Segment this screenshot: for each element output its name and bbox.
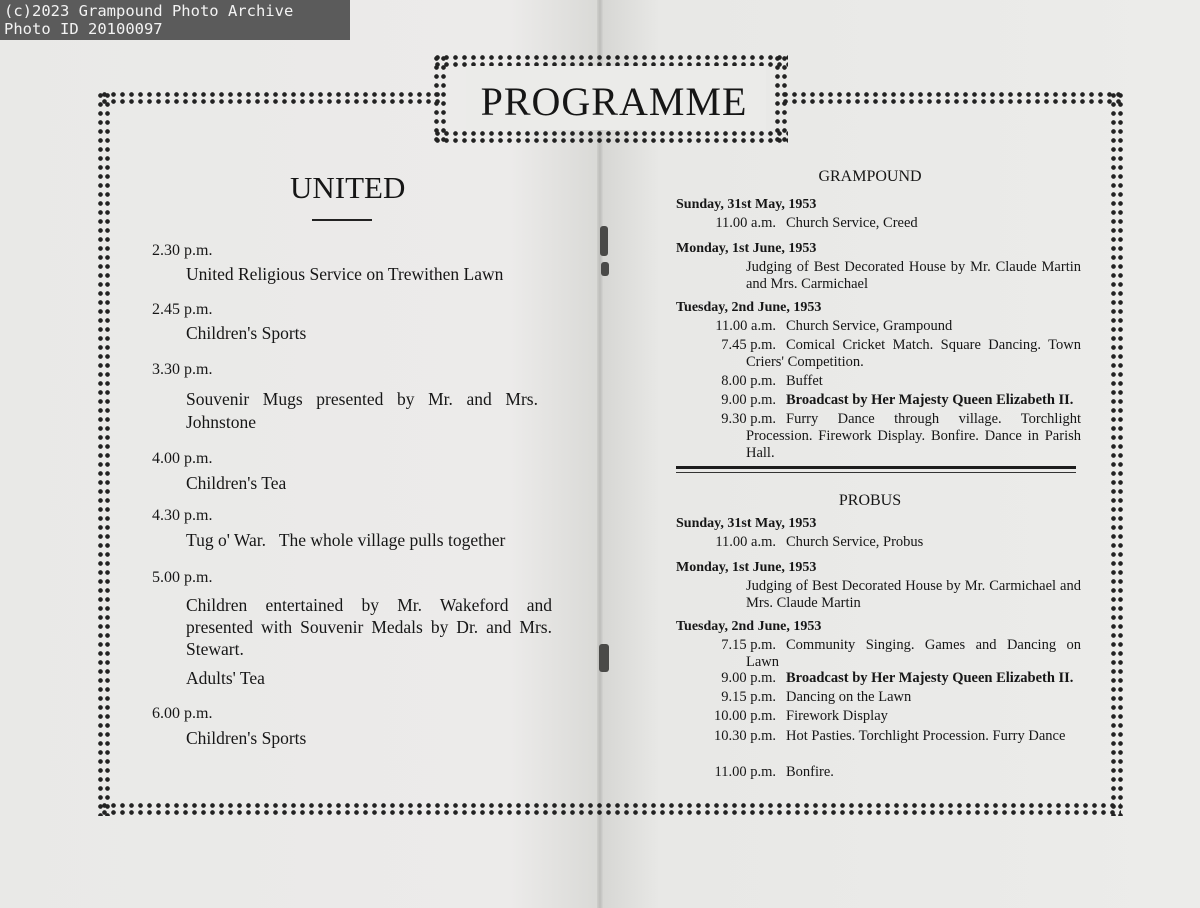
event-time: 9.00 p.m. (721, 670, 776, 686)
event-time: 9.15 p.m. (721, 689, 776, 705)
probus-date: Tuesday, 2nd June, 1953 (676, 619, 822, 634)
watermark-line-2: Photo ID 20100097 (4, 20, 163, 38)
grampound-date: Monday, 1st June, 1953 (676, 241, 817, 256)
event-time: 9.30 p.m. (721, 411, 776, 427)
staple (600, 226, 608, 256)
event-desc: Broadcast by Her Majesty Queen Elizabeth II. (786, 670, 1074, 686)
united-desc: Children's Sports (186, 728, 307, 748)
event-time: 9.00 p.m. (721, 392, 776, 408)
united-time: 4.00 p.m. (152, 450, 213, 467)
border-right (1110, 91, 1124, 816)
grampound-date: Tuesday, 2nd June, 1953 (676, 300, 822, 315)
event-time: 11.00 a.m. (715, 215, 776, 231)
staple (599, 644, 609, 672)
probus-note: Judging of Best Decorated House by Mr. Carmichael and Mrs. Claude Martin (746, 578, 1081, 611)
united-time: 3.30 p.m. (152, 361, 213, 378)
section-divider (676, 466, 1076, 469)
event-desc: Community Singing. Games and Dancing on Lawn (746, 637, 1081, 670)
event-desc: Church Service, Creed (786, 215, 918, 231)
united-time: 2.45 p.m. (152, 301, 213, 318)
event-desc: Buffet (786, 373, 823, 389)
event-time: 11.00 p.m. (714, 764, 776, 780)
border-top-left (100, 91, 440, 105)
event-desc: Comical Cricket Match. Square Dancing. Town Criers' Competition. (746, 337, 1081, 370)
event-time: 10.00 p.m. (713, 708, 776, 724)
event-time: 7.45 p.m. (721, 337, 776, 353)
united-time: 2.30 p.m. (152, 242, 213, 259)
grampound-date: Sunday, 31st May, 1953 (676, 197, 817, 212)
event-desc: Broadcast by Her Majesty Queen Elizabeth II. (786, 392, 1074, 408)
united-desc: Souvenir Mugs presented by Mr. and Mrs. Johnstone (186, 389, 538, 432)
border-bottom (100, 802, 1121, 816)
watermark (0, 0, 350, 40)
event-desc: Furry Dance through village. Torchlight Procession. Firework Display. Bonfire. Dance in Parish Hall. (746, 411, 1081, 461)
event-desc: Church Service, Probus (786, 534, 924, 550)
border-left (97, 91, 111, 816)
event-time: 7.15 p.m. (721, 637, 776, 653)
page-title: PROGRAMME (480, 79, 748, 124)
event-time: 11.00 a.m. (715, 534, 776, 550)
probus-heading: PROBUS (838, 492, 902, 509)
probus-date: Monday, 1st June, 1953 (676, 560, 817, 575)
section-divider (676, 472, 1076, 473)
grampound-note: Judging of Best Decorated House by Mr. Claude Martin and Mrs. Carmichael (746, 259, 1081, 292)
event-desc: Dancing on the Lawn (786, 689, 912, 705)
united-underline (312, 219, 372, 221)
watermark-line-1: (c)2023 Grampound Photo Archive (4, 2, 294, 20)
event-desc: Hot Pasties. Torchlight Procession. Furry Dance (786, 728, 1066, 744)
staple (601, 262, 609, 276)
united-time: 5.00 p.m. (152, 569, 213, 586)
united-desc: Children's Sports (186, 323, 307, 343)
united-desc: Tug o' War. The whole village pulls together (186, 530, 506, 550)
grampound-heading: GRAMPOUND (818, 168, 922, 185)
event-desc: Firework Display (786, 708, 888, 724)
event-desc: Bonfire. (786, 764, 834, 780)
event-desc: Church Service, Grampound (786, 318, 953, 334)
border-top-right (781, 91, 1121, 105)
united-heading: UNITED (290, 170, 406, 205)
probus-date: Sunday, 31st May, 1953 (676, 516, 817, 531)
united-time: 6.00 p.m. (152, 705, 213, 722)
united-time: 4.30 p.m. (152, 507, 213, 524)
united-desc: Children's Tea (186, 473, 287, 493)
border-title-bottom (433, 130, 788, 144)
united-desc: United Religious Service on Trewithen Lawn (186, 264, 504, 284)
united-desc: Adults' Tea (186, 668, 265, 688)
united-desc: Children entertained by Mr. Wakeford and presented with Souvenir Medals by Dr. and Mrs. Stewart. (186, 595, 552, 659)
event-time: 8.00 p.m. (721, 373, 776, 389)
event-time: 11.00 a.m. (715, 318, 776, 334)
event-time: 10.30 p.m. (713, 728, 776, 744)
